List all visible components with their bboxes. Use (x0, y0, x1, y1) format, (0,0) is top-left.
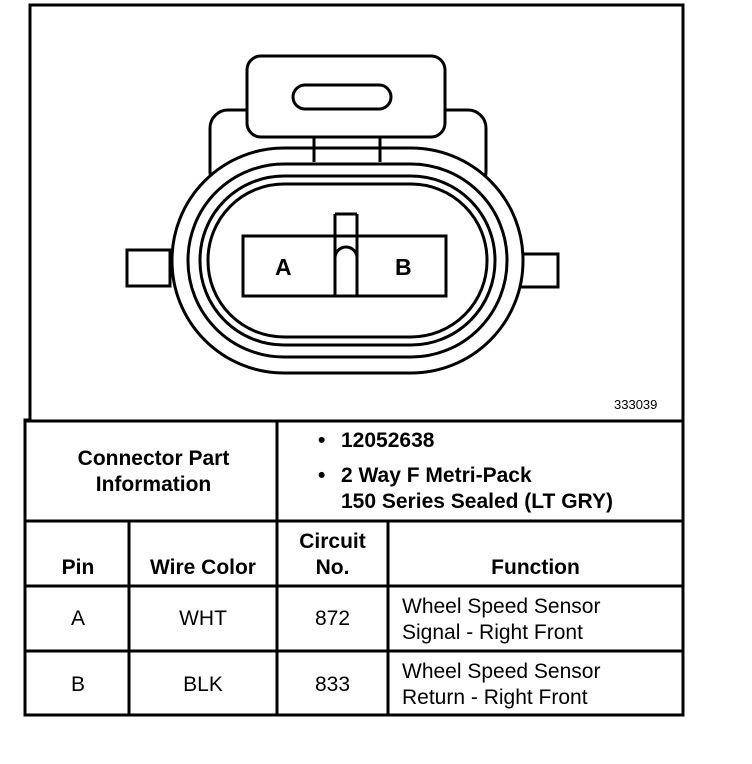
row-wire-color: WHT (179, 607, 227, 630)
figure-id: 333039 (614, 397, 658, 412)
row-wire-color: BLK (183, 673, 223, 696)
part-number: 12052638 (341, 429, 435, 452)
row-pin: B (70, 673, 85, 696)
latch-cap (247, 56, 445, 137)
bullet-icon: • (318, 464, 326, 487)
row-function-line2: Return - Right Front (402, 686, 588, 709)
outer-shell (172, 148, 523, 373)
row-circuit: 872 (314, 607, 351, 630)
header-wire-color: Wire Color (150, 556, 256, 579)
left-tab (127, 250, 170, 286)
cavity-pin-a-label: A (275, 254, 292, 280)
connector-drawing (127, 56, 558, 373)
cavity-pin-b-label: B (395, 254, 412, 280)
row-function-line1: Wheel Speed Sensor (402, 595, 601, 618)
header-circuit-line2: No. (315, 556, 350, 579)
right-tab (520, 254, 558, 287)
part-description-line2: 150 Series Sealed (LT GRY) (341, 490, 613, 513)
row-function-line2: Signal - Right Front (402, 621, 583, 644)
row-pin: A (70, 607, 85, 630)
row-circuit: 833 (314, 673, 351, 696)
part-info-heading-line2: Information (95, 473, 212, 496)
part-info-heading-line1: Connector Part (77, 447, 230, 470)
header-circuit-line1: Circuit (299, 530, 366, 553)
bullet-icon: • (318, 429, 326, 452)
header-function: Function (491, 556, 580, 579)
row-function-line1: Wheel Speed Sensor (402, 660, 601, 683)
header-pin: Pin (61, 556, 95, 579)
part-description-line1: 2 Way F Metri-Pack (341, 464, 532, 487)
